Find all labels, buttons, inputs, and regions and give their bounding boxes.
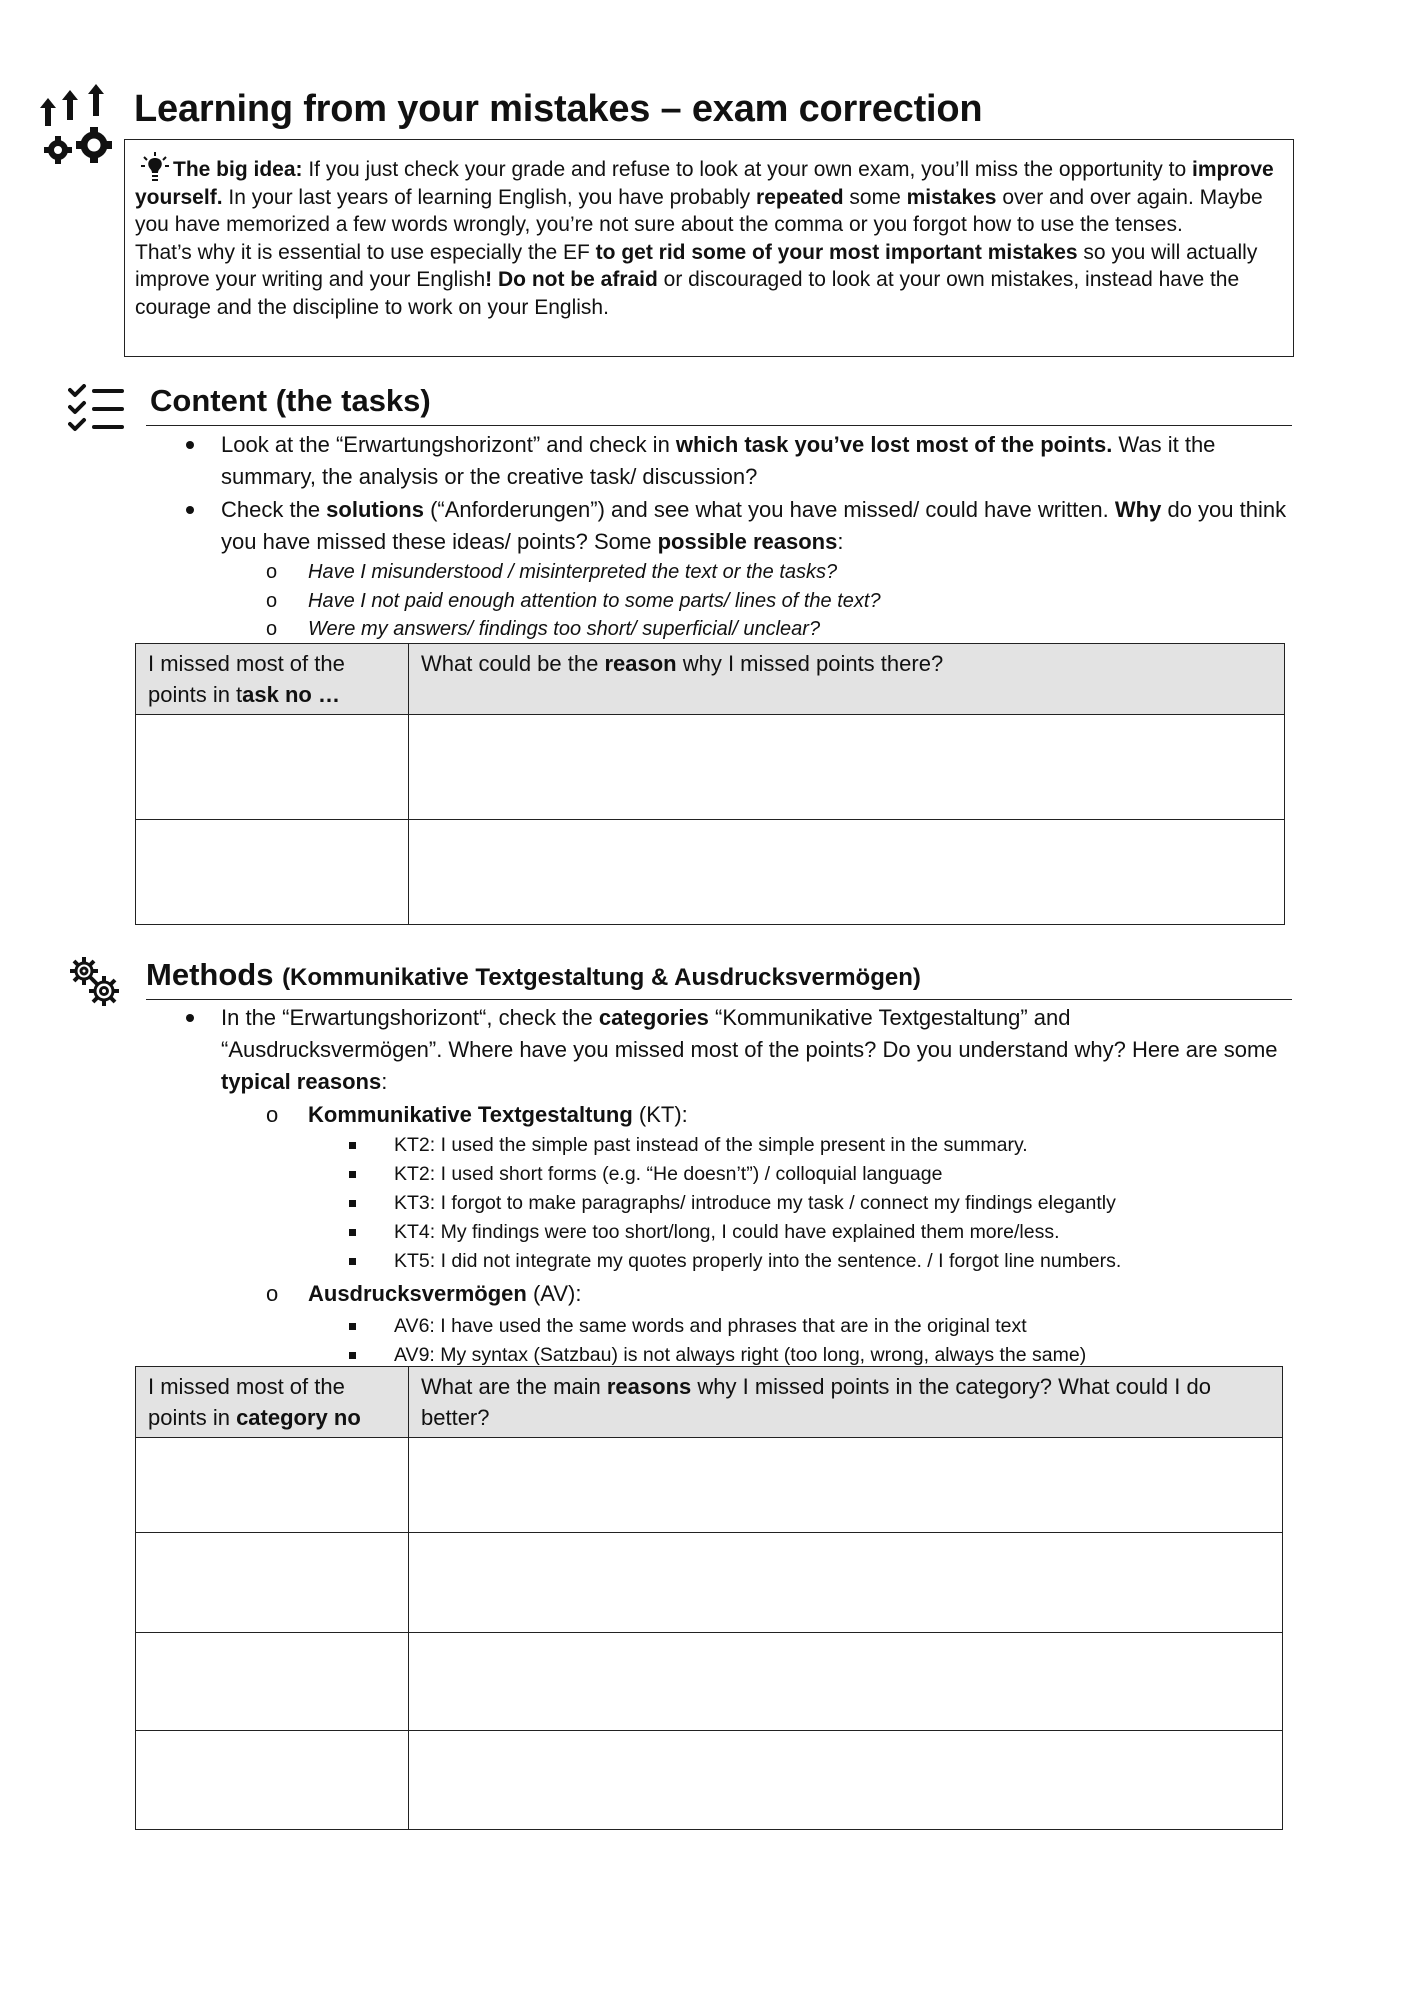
table-header-cell bbox=[136, 644, 409, 715]
header-emphasis: reason bbox=[604, 651, 677, 676]
list-item-text: AV6: I have used the same words and phrases that are in the original text bbox=[394, 1315, 1027, 1337]
list-item-emphasis: Why bbox=[1114, 497, 1162, 522]
answer-cell[interactable] bbox=[409, 1731, 1283, 1830]
list-item bbox=[345, 1312, 1295, 1341]
big-idea-emphasis: to get rid some of your most important mistakes bbox=[595, 240, 1078, 264]
bullet-marker bbox=[186, 506, 194, 514]
list-item bbox=[345, 1160, 1295, 1189]
bullet-marker bbox=[186, 441, 194, 449]
list-item-text: Was it the summary, the analysis or the creative task/ discussion? bbox=[221, 432, 1216, 489]
answer-cell[interactable] bbox=[136, 1533, 409, 1633]
answer-cell[interactable] bbox=[409, 1533, 1283, 1633]
av-reason-list bbox=[345, 1312, 1295, 1370]
list-item-text: In the “Erwartungshorizont“, check the bbox=[221, 1005, 599, 1030]
list-marker: o bbox=[266, 561, 278, 583]
av-category bbox=[266, 1279, 1296, 1309]
list-item bbox=[266, 1100, 1296, 1130]
list-item bbox=[182, 429, 1294, 493]
page-title: Learning from your mistakes – exam correction bbox=[134, 88, 983, 130]
list-item-text: Have I misunderstood / misinterpreted the text or the tasks? bbox=[308, 561, 838, 583]
category-reason-table bbox=[135, 1366, 1283, 1830]
list-item-text: KT2: I used the simple past instead of the simple present in the summary. bbox=[394, 1134, 1028, 1156]
methods-bullet-list bbox=[182, 1002, 1294, 1098]
big-idea-text: so you will actually improve your writing and your English bbox=[135, 240, 1258, 291]
big-idea-text: or discouraged to look at your own mistakes, instead have the courage and the discipline to work on your English. bbox=[135, 268, 1240, 319]
bullet-marker bbox=[349, 1142, 356, 1149]
big-idea-text: over and over again. Maybe you have memorized a few words wrongly, you’re not sure about the comma or you forgot how to use the tenses. bbox=[135, 185, 1263, 236]
header-text: why I missed points there? bbox=[676, 651, 944, 676]
answer-cell[interactable] bbox=[409, 715, 1285, 820]
methods-heading-rule bbox=[146, 999, 1292, 1000]
bullet-marker bbox=[349, 1258, 356, 1265]
table-row bbox=[136, 715, 1285, 820]
header-text: I missed most of the points in bbox=[148, 1374, 345, 1430]
bullet-marker bbox=[186, 1014, 194, 1022]
list-item bbox=[266, 558, 1266, 587]
answer-cell[interactable] bbox=[409, 1438, 1283, 1533]
header-text: why I missed points in the category? What could I do better? bbox=[421, 1374, 1211, 1430]
list-item-text: : bbox=[837, 529, 844, 554]
kt-reason-list bbox=[345, 1131, 1295, 1276]
table-header-row bbox=[136, 644, 1285, 715]
task-reason-table bbox=[135, 643, 1285, 925]
category-label: Ausdrucksvermögen bbox=[308, 1281, 527, 1306]
answer-cell[interactable] bbox=[136, 715, 409, 820]
header-emphasis: reasons bbox=[606, 1374, 692, 1399]
big-idea-emphasis: mistakes bbox=[906, 185, 997, 209]
list-item bbox=[345, 1131, 1295, 1160]
content-heading-rule bbox=[146, 425, 1292, 426]
list-marker: o bbox=[266, 618, 278, 640]
list-item-text: KT4: My findings were too short/long, I could have explained them more/less. bbox=[394, 1221, 1060, 1243]
methods-heading-text: Methods bbox=[146, 957, 274, 992]
list-item-emphasis: categories bbox=[598, 1005, 709, 1030]
list-item-text: AV9: My syntax (Satzbau) is not always right (too long, wrong, always the same) bbox=[394, 1344, 1087, 1366]
list-item bbox=[345, 1247, 1295, 1276]
big-idea-emphasis: repeated bbox=[756, 185, 844, 209]
big-idea-text: In your last years of learning English, you have probably bbox=[222, 185, 757, 209]
list-marker: o bbox=[266, 1102, 279, 1127]
table-header-cell bbox=[409, 644, 1285, 715]
answer-cell[interactable] bbox=[136, 1731, 409, 1830]
table-row bbox=[136, 1533, 1283, 1633]
list-item-text: KT2: I used short forms (e.g. “He doesn’t”) / colloquial language bbox=[394, 1163, 943, 1185]
list-item-text: do you think you have missed these ideas/ points? Some bbox=[221, 497, 1287, 554]
big-idea-label: The big idea: bbox=[173, 158, 303, 181]
list-marker: o bbox=[266, 589, 278, 612]
header-emphasis: category no bbox=[236, 1405, 361, 1430]
table-row bbox=[136, 1731, 1283, 1830]
category-suffix: (AV): bbox=[526, 1281, 582, 1306]
header-emphasis: ask no … bbox=[242, 682, 340, 707]
answer-cell[interactable] bbox=[409, 1633, 1283, 1731]
category-label: Kommunikative Textgestaltung bbox=[308, 1102, 633, 1127]
table-header-row bbox=[136, 1367, 1283, 1438]
checklist-icon bbox=[68, 384, 126, 434]
list-item bbox=[182, 494, 1294, 558]
big-idea-text: That’s why it is essential to use especially the EF bbox=[135, 240, 596, 264]
list-item-text: KT5: I did not integrate my quotes properly into the sentence. / I forgot line numbers. bbox=[394, 1250, 1122, 1272]
bullet-marker bbox=[349, 1323, 356, 1330]
list-item-text: KT3: I forgot to make paragraphs/ introduce my task / connect my findings elegantly bbox=[394, 1192, 1116, 1214]
bullet-marker bbox=[349, 1352, 356, 1359]
list-item-emphasis: typical reasons bbox=[221, 1069, 382, 1094]
header-text: What could be the bbox=[421, 651, 605, 676]
big-idea-text: If you just check your grade and refuse to look at your own exam, you’ll miss the opportunity to bbox=[302, 158, 1192, 181]
list-item bbox=[266, 587, 1266, 616]
list-item bbox=[345, 1189, 1295, 1218]
table-row bbox=[136, 820, 1285, 925]
big-idea-text: some bbox=[843, 185, 907, 209]
list-item-text: Were my answers/ findings too short/ superficial/ unclear? bbox=[308, 618, 821, 640]
list-item-text: (“Anforderungen”) and see what you have missed/ could have written. bbox=[423, 497, 1115, 522]
list-item-text: “Kommunikative Textgestaltung” and “Ausdrucksvermögen”. Where have you missed most of the points? Do you understand why? Here are some bbox=[221, 1005, 1278, 1062]
header-text: What are the main bbox=[421, 1374, 607, 1399]
list-item-text: Check the bbox=[221, 497, 327, 522]
bullet-marker bbox=[349, 1171, 356, 1178]
content-bullet-list bbox=[182, 429, 1294, 558]
content-reason-list bbox=[266, 558, 1266, 644]
methods-heading-subtitle: (Kommunikative Textgestaltung & Ausdrucksvermögen) bbox=[282, 964, 921, 991]
list-item-emphasis: possible reasons bbox=[657, 529, 838, 554]
list-item bbox=[345, 1218, 1295, 1247]
content-heading: Content (the tasks) bbox=[150, 383, 431, 418]
table-header-cell bbox=[409, 1367, 1283, 1438]
answer-cell[interactable] bbox=[136, 1438, 409, 1533]
table-header-cell bbox=[136, 1367, 409, 1438]
header-text: I missed most of the points in t bbox=[148, 651, 345, 707]
bullet-marker bbox=[349, 1229, 356, 1236]
gears-icon bbox=[68, 955, 120, 1007]
kt-category bbox=[266, 1100, 1296, 1130]
list-item-emphasis: which task you’ve lost most of the points. bbox=[675, 432, 1113, 457]
table-row bbox=[136, 1438, 1283, 1533]
list-item-text: Have I not paid enough attention to some parts/ lines of the text? bbox=[308, 589, 881, 612]
bullet-marker bbox=[349, 1200, 356, 1207]
list-item bbox=[182, 1002, 1294, 1098]
table-row bbox=[136, 1633, 1283, 1731]
list-item-text: Look at the “Erwartungshorizont” and check in bbox=[221, 432, 676, 457]
big-idea-emphasis: ! Do not be afraid bbox=[485, 268, 658, 291]
list-item bbox=[266, 1279, 1296, 1309]
list-item-text: : bbox=[381, 1069, 388, 1094]
methods-heading bbox=[146, 957, 921, 993]
big-idea-emphasis: improve yourself. bbox=[135, 158, 1274, 209]
category-suffix: (KT): bbox=[632, 1102, 688, 1127]
arrows-gears-icon bbox=[38, 84, 122, 170]
list-item-emphasis: solutions bbox=[326, 497, 424, 522]
list-marker: o bbox=[266, 1281, 279, 1306]
lightbulb-icon bbox=[141, 152, 169, 182]
big-idea-box bbox=[124, 139, 1294, 357]
answer-cell[interactable] bbox=[136, 820, 409, 925]
list-item bbox=[266, 615, 1266, 644]
answer-cell[interactable] bbox=[136, 1633, 409, 1731]
answer-cell[interactable] bbox=[409, 820, 1285, 925]
